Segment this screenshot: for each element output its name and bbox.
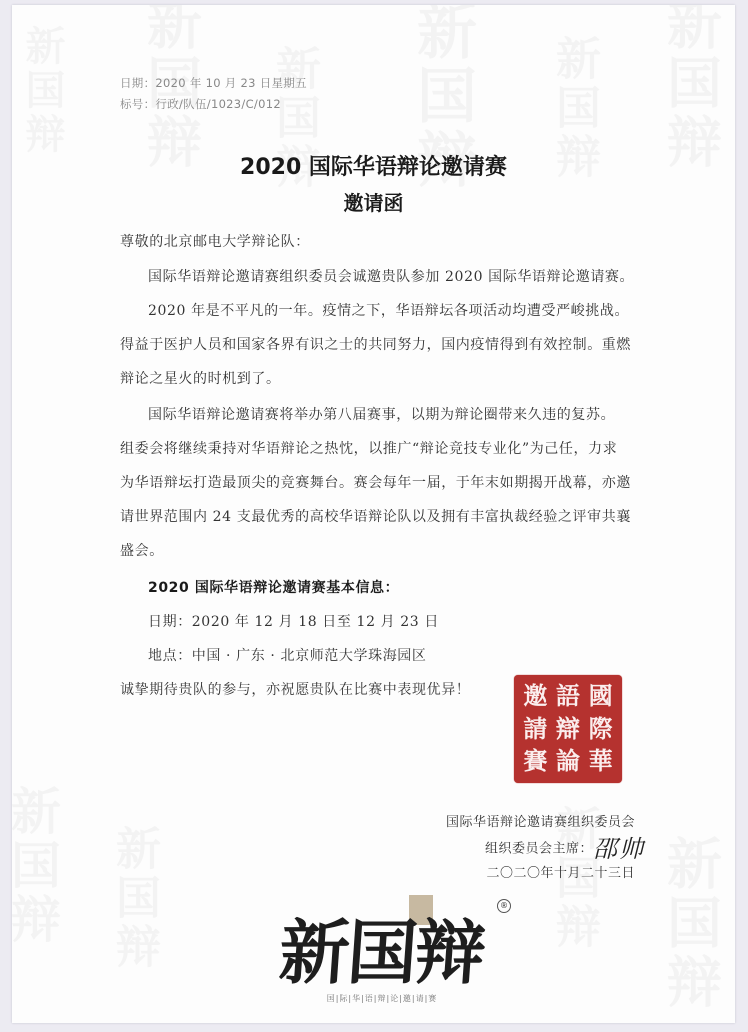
seal-char: 賽 [523,746,548,776]
document-reference-number: 标号：行政/队伍/1023/C/012 [120,97,281,111]
xinguobian-logo [262,895,508,1005]
paragraph-3 [120,398,640,568]
signing-organization: 国际华语辩论邀请赛组织委员会 [445,815,635,830]
seal-char: 華 [588,746,613,776]
salutation [120,225,640,259]
paragraph-line: 盛会。 [120,543,164,559]
paragraph-line: 国际华语辩论邀请赛将举办第八届赛事，以期为辩论圈带来久违的复苏。 [148,407,616,423]
chair-label: 组织委员会主席： [484,841,593,857]
seal-char: 語 [556,681,580,710]
paragraph-line: 为华语辩坛打造最顶尖的竞赛舞台。赛会每年一届，于年末如期揭开战幕，亦邀 [120,475,631,491]
event-location: 地点：中国 · 广东 · 北京师范大学珠海园区 [148,648,427,664]
paragraph-line: 辩论之星火的时机到了。 [120,371,281,387]
letter-subtitle: 邀请函 [343,191,404,215]
seal-char: 際 [588,713,613,743]
closing-remark: 诚挚期待贵队的参与，亦祝愿贵队在比赛中表现优异！ [120,682,471,698]
chair-line [446,835,645,863]
seal-char: 請 [523,713,548,743]
paragraph-line: 组委会将继续秉持对华语辩论之热忱，以推广“辩论竞技专业化”为己任，力求 [120,441,618,457]
letter-title: 2020 国际华语辩论邀请赛 [240,155,507,180]
letter-content [12,5,735,1023]
logo-wordmark: 新国辩 [276,911,487,994]
paragraph-line: 请世界范围内 24 支最优秀的高校华语辩论队以及拥有丰富执裁经验之评审共襄 [120,509,631,525]
seal-char: 邀 [523,681,548,710]
paragraph-2 [120,294,640,396]
signing-date: 二〇二〇年十月二十三日 [486,866,635,881]
event-date: 日期：2020 年 12 月 18 日至 12 月 23 日 [148,614,439,630]
paragraph-line: 国际华语辩论邀请赛组织委员会诚邀贵队参加 2020 国际华语辩论邀请赛。 [148,269,635,285]
event-info-heading: 2020 国际华语辩论邀请赛基本信息： [148,580,400,596]
salutation-text: 尊敬的北京邮电大学辩论队： [120,234,310,250]
official-seal-stamp [514,675,622,783]
paragraph-line: 得益于医护人员和国家各界有识之士的共同努力，国内疫情得到有效控制。重燃 [120,337,631,353]
seal-char: 國 [588,681,613,710]
signature-block [445,811,645,885]
seal-char: 論 [556,746,580,776]
invitation-letter-page [12,5,735,1023]
paragraph-line: 2020 年是不平凡的一年。疫情之下，华语辩坛各项活动均遭受严峻挑战。 [148,303,630,319]
logo-tagline: 国|际|华|语|辩|论|邀|请|赛 [326,994,438,1003]
registered-trademark-icon: ® [497,899,511,913]
document-date: 日期：2020 年 10 月 23 日星期五 [120,76,307,90]
seal-char: 辯 [556,713,580,743]
chair-handwritten-signature: 邵帅 [593,835,645,863]
paragraph-1 [120,260,640,294]
